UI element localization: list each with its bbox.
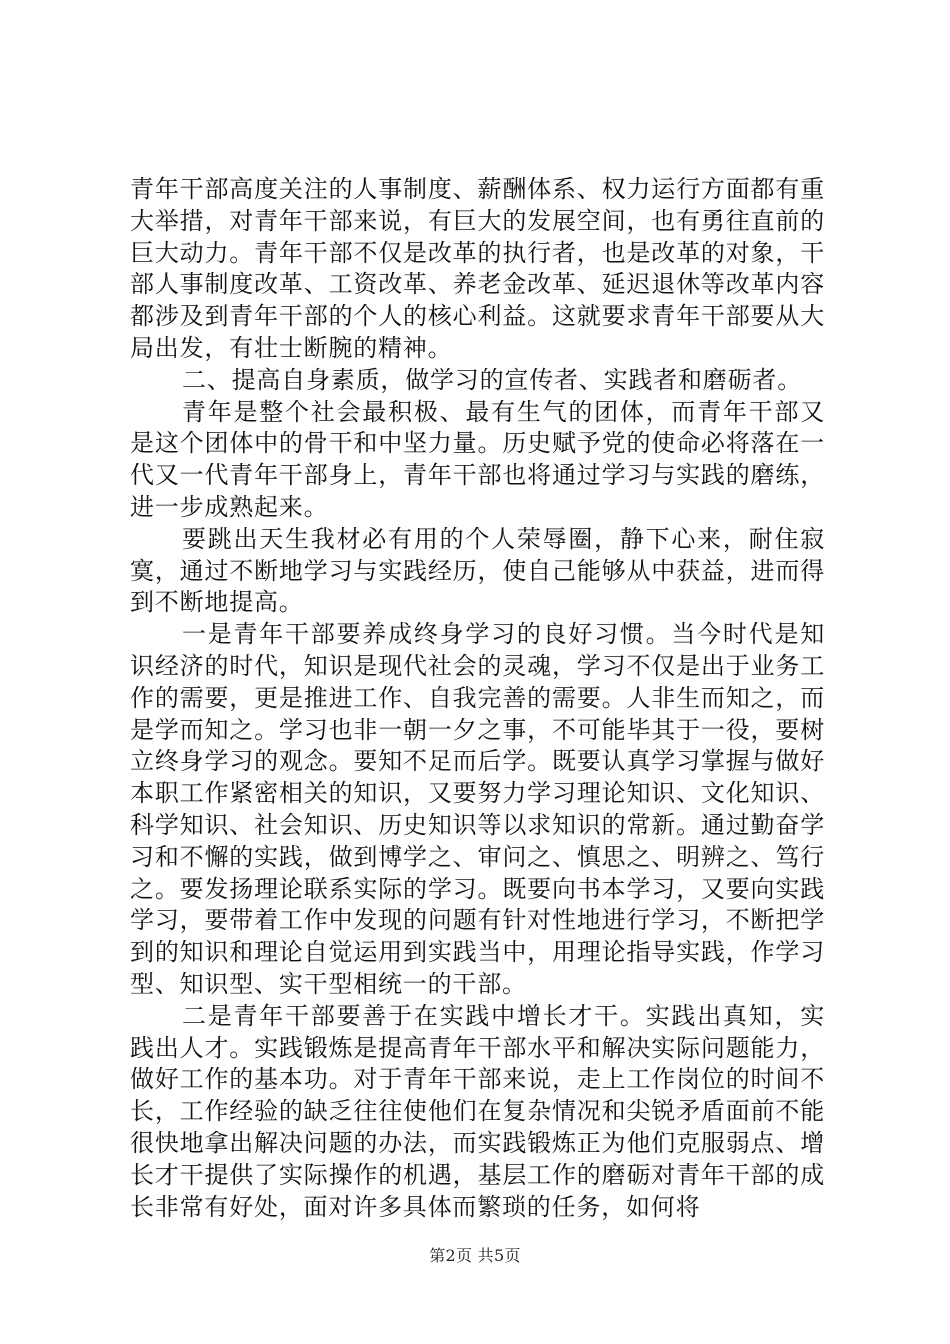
paragraph-continuation: 青年干部高度关注的人事制度、薪酬体系、权力运行方面都有重大举措，对青年干部来说，有巨大的发展空间，也有勇往直前的巨大动力。青年干部不仅是改革的执行者，也是改革的对象，干部人事制度改革、工资改革、养老金改革、延迟退休等改革内容都涉及到青年干部的个人的核心利益。这就要求青年干部要从大局出发，有壮士断腕的精神。	[130, 175, 825, 362]
paragraph: 青年是整个社会最积极、最有生气的团体，而青年干部又是这个团体中的骨干和中坚力量。历史赋予党的使命必将落在一代又一代青年干部身上，青年干部也将通过学习与实践的磨练，进一步成熟起来。	[130, 397, 825, 521]
paragraph: 要跳出天生我材必有用的个人荣辱圈，静下心来，耐住寂寞，通过不断地学习与实践经历，使自己能够从中获益，进而得到不断地提高。	[130, 524, 825, 617]
document-body	[130, 174, 825, 1223]
paragraph: 一是青年干部要养成终身学习的良好习惯。当今时代是知识经济的时代，知识是现代社会的灵魂，学习不仅是出于业务工作的需要，更是推进工作、自我完善的需要。人非生而知之，而是学而知之。学习也非一朝一夕之事，不可能毕其于一役，要树立终身学习的观念。要知不足而后学。既要认真学习掌握与做好本职工作紧密相关的知识，又要努力学习理论知识、文化知识、科学知识、社会知识、历史知识等以求知识的常新。通过勤奋学习和不懈的实践，做到博学之、审问之、慎思之、明辨之、笃行之。要发扬理论联系实际的学习。既要向书本学习，又要向实践学习，要带着工作中发现的问题有针对性地进行学习，不断把学到的知识和理论自觉运用到实践当中，用理论指导实践，作学习型、知识型、实干型相统一的干部。	[130, 620, 825, 998]
paragraph: 二是青年干部要善于在实践中增长才干。实践出真知，实践出人才。实践锻炼是提高青年干部水平和解决实际问题能力，做好工作的基本功。对于青年干部来说，走上工作岗位的时间不长，工作经验的缺乏往往使他们在复杂情况和尖锐矛盾面前不能很快地拿出解决问题的办法，而实践锻炼正为他们克服弱点、增长才干提供了实际操作的机遇，基层工作的磨砺对青年干部的成长非常有好处，面对许多具体而繁琐的任务，如何将	[130, 1001, 825, 1221]
section-heading: 二、提高自身素质，做学习的宣传者、实践者和磨砺者。	[182, 365, 802, 394]
page-number-footer: 第2页 共5页	[429, 1246, 521, 1265]
